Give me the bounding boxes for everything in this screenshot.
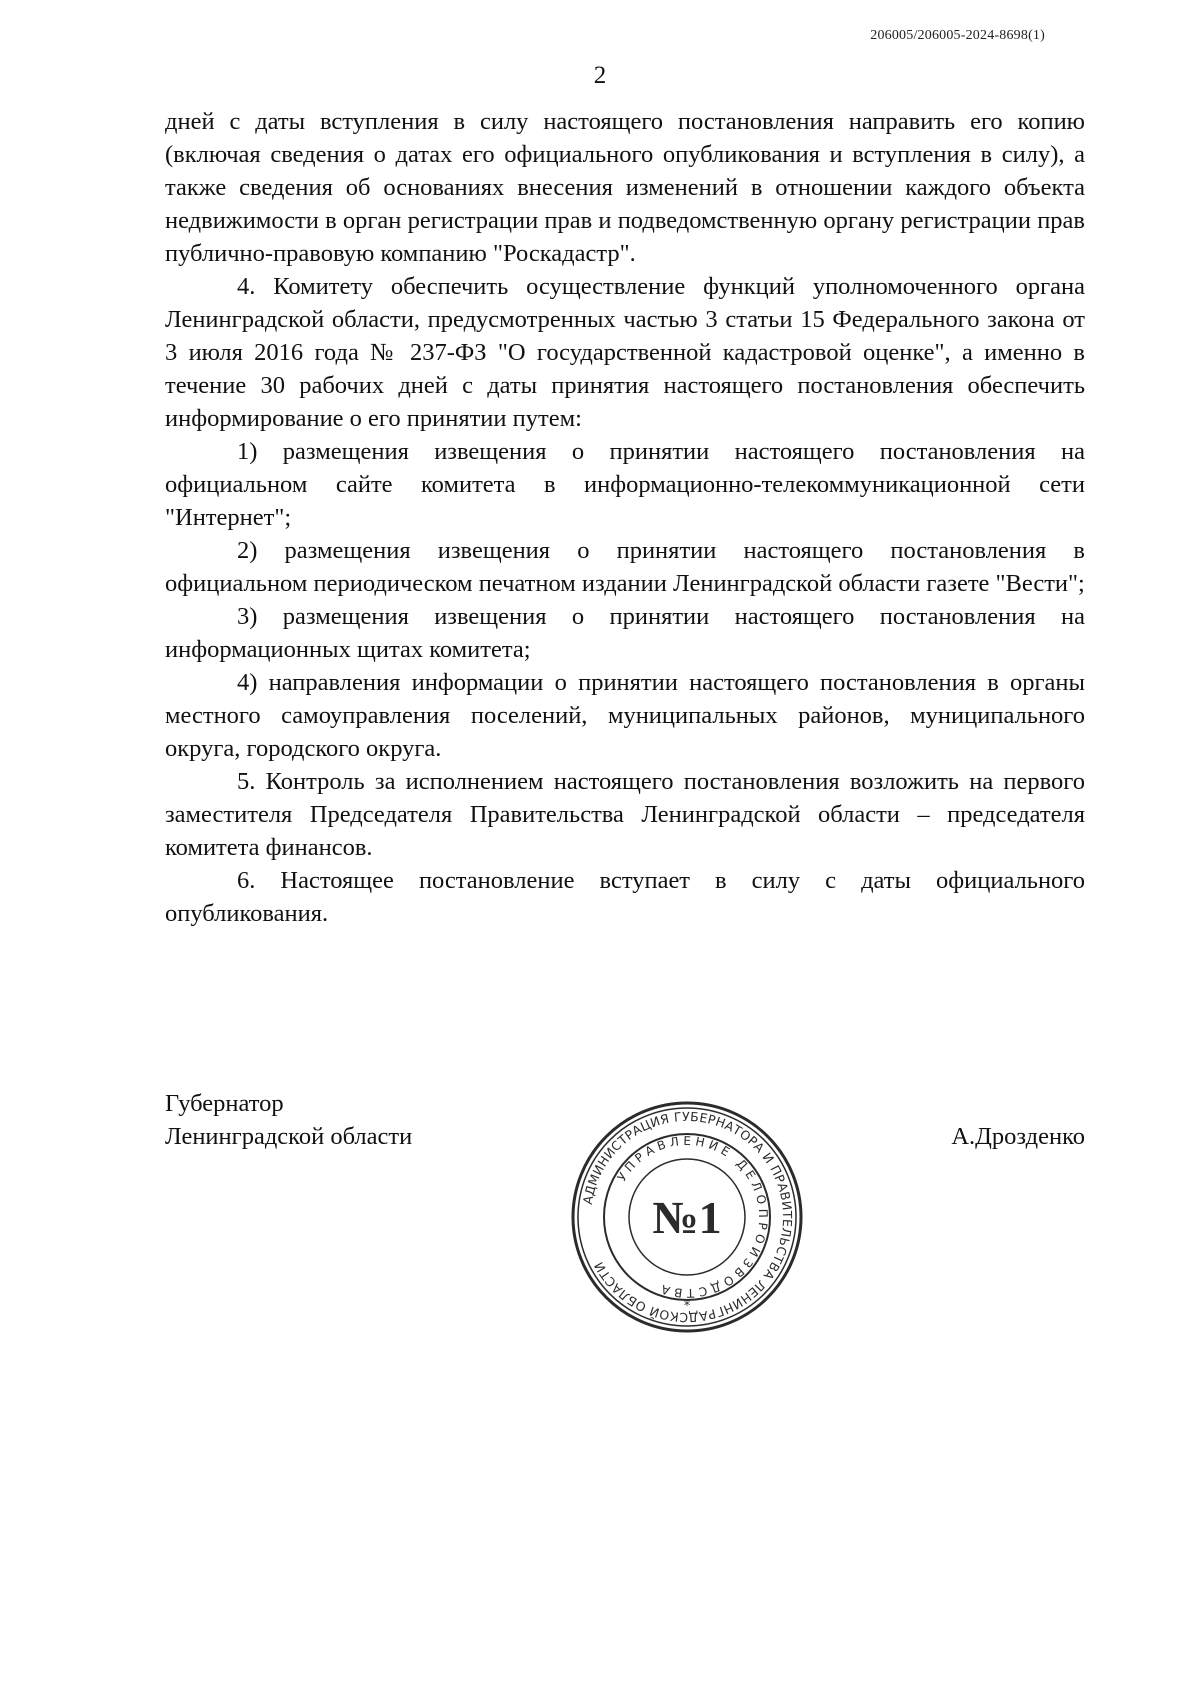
- seal-star: *: [683, 1299, 691, 1314]
- paragraph-subitem-4: 4) направления информации о принятии настоящего постановления в органы местного самоуправления поселений, муниципальных районов, муниципального округа, городского округа.: [165, 669, 1085, 762]
- document-id: 206005/206005-2024-8698(1): [870, 28, 1045, 43]
- signatory-title-line-2: Ленинградской области: [165, 1123, 413, 1150]
- signatory-title: [165, 1087, 412, 1153]
- paragraph-subitem-2: 2) размещения извещения о принятии настоящего постановления в официальном периодическом печатном издании Ленинградской области газете "Вести";: [165, 537, 1085, 597]
- document-body: [165, 105, 1085, 930]
- page-number: 2: [593, 62, 607, 89]
- paragraph-continuation: дней с даты вступления в силу настоящего постановления направить его копию (включая сведения о датах его официального опубликования и вступления в силу), а также сведения об основаниях внесения изменений в отношении каждого объекта недвижимости в орган регистрации прав и подведомственную органу регистрации прав публично-правовую компанию "Роскадастр".: [165, 108, 1085, 267]
- signatory-title-line-1: Губернатор: [165, 1090, 284, 1117]
- seal-center-number: №1: [652, 1192, 722, 1243]
- paragraph-item-5: 5. Контроль за исполнением настоящего постановления возложить на первого заместителя Председателя Правительства Ленинградской области – председателя комитета финансов.: [165, 768, 1085, 861]
- paragraph-item-4: 4. Комитету обеспечить осуществление функций уполномоченного органа Ленинградской области, предусмотренных частью 3 статьи 15 Федерального закона от 3 июля 2016 года № 237-ФЗ "О государственной кадастровой оценке", а именно в течение 30 рабочих дней с даты принятия настоящего постановления обеспечить информирование о его принятии путем:: [165, 273, 1085, 432]
- paragraph-subitem-1: 1) размещения извещения о принятии настоящего постановления на официальном сайте комитета в информационно-телекоммуникационной сети "Интернет";: [165, 438, 1085, 531]
- seal-inner-text: УПРАВЛЕНИЕ ДЕЛОПРОИЗВОДСТВА: [614, 1133, 771, 1301]
- official-seal: [567, 1097, 807, 1337]
- seal-graphic: [567, 1097, 807, 1337]
- paragraph-subitem-3: 3) размещения извещения о принятии настоящего постановления на информационных щитах комитета;: [165, 603, 1085, 663]
- seal-outer-text: АДМИНИСТРАЦИЯ ГУБЕРНАТОРА И ПРАВИТЕЛЬСТВА ЛЕНИНГРАДСКОЙ ОБЛАСТИ: [579, 1108, 796, 1326]
- signatory-name: А.Дрозденко: [951, 1123, 1085, 1150]
- paragraph-item-6: 6. Настоящее постановление вступает в силу с даты официального опубликования.: [165, 867, 1085, 927]
